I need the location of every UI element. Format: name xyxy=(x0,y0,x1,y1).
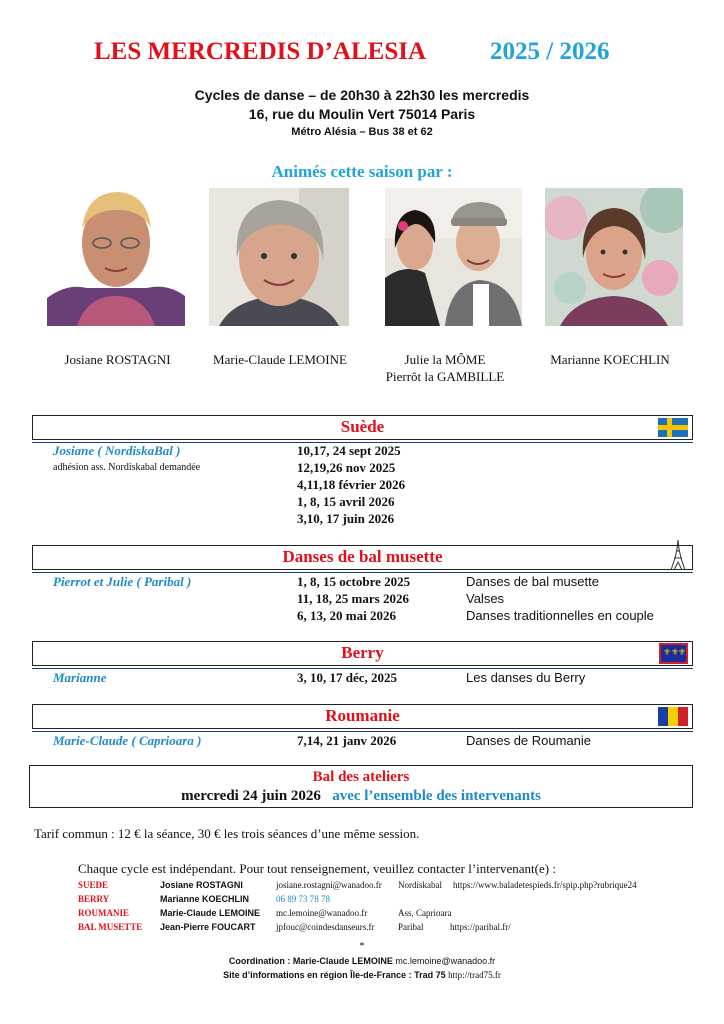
section-title: Roumanie xyxy=(325,706,400,725)
section-organizer: Pierrot et Julie ( Paribal ) xyxy=(53,574,192,589)
final-ball-date: mercredi 24 juin 2026 xyxy=(181,788,321,804)
contact-org: Ass, Caprioara xyxy=(398,908,452,918)
final-ball-box xyxy=(29,765,693,808)
contact-email[interactable]: jpfouc@coindesdanseurs.fr xyxy=(276,922,375,932)
final-ball-title: Bal des ateliers xyxy=(312,769,410,785)
coordination-label: Coordination : xyxy=(228,956,291,966)
site-url[interactable]: http://trad75.fr xyxy=(448,970,501,980)
season-year: 2025 / 2026 xyxy=(490,38,610,65)
session-dates: 10,17, 24 sept 2025 xyxy=(297,443,401,458)
contact-url[interactable]: https://paribal.fr/ xyxy=(450,922,511,932)
berry-flag-icon: ⚜ ⚜ ⚜ xyxy=(659,643,688,664)
section-divider xyxy=(32,731,693,732)
eiffel-tower-icon xyxy=(670,540,686,570)
section-title: Berry xyxy=(341,643,384,662)
photo-julie-pierrot xyxy=(385,188,522,326)
membership-note: adhésion ass. Nordiskabal demandée xyxy=(53,462,201,473)
section-organizer: Marianne xyxy=(53,670,107,685)
sweden-flag-icon xyxy=(658,418,688,437)
session-description: Les danses du Berry xyxy=(466,670,586,685)
contact-category: BAL MUSETTE xyxy=(78,922,143,932)
romania-flag-icon xyxy=(658,707,688,726)
session-description: Danses de Roumanie xyxy=(466,733,592,748)
section-divider xyxy=(32,572,693,573)
contact-url[interactable]: https://www.baladetespieds.fr/spip.php?rubrique24 xyxy=(453,880,637,890)
photo-marianne xyxy=(545,188,683,326)
final-ball-participants: avec l’ensemble des intervenants xyxy=(332,788,541,804)
animator-name: Pierrôt la GAMBILLE xyxy=(385,369,505,384)
session-dates: 1, 8, 15 avril 2026 xyxy=(297,494,395,509)
contact-email[interactable]: josiane.rostagni@wanadoo.fr xyxy=(276,880,382,890)
section-header-suede xyxy=(32,415,693,440)
session-dates: 4,11,18 février 2026 xyxy=(297,477,406,492)
contact-category: ROUMANIE xyxy=(78,908,129,918)
site-name: Trad 75 xyxy=(414,970,446,980)
contact-category: BERRY xyxy=(78,894,110,904)
coordination-line xyxy=(0,956,724,966)
session-description: Danses traditionnelles en couple xyxy=(466,608,654,623)
session-dates: 11, 18, 25 mars 2026 xyxy=(297,591,409,606)
final-ball-line xyxy=(30,788,692,805)
section-organizer: Josiane ( NordiskaBal ) xyxy=(53,443,181,458)
section-header-bal-musette xyxy=(32,545,693,570)
section-title: Danses de bal musette xyxy=(282,547,443,566)
separator-star: * xyxy=(359,941,365,952)
season-heading: Animés cette saison par : xyxy=(271,162,453,181)
animator-name: Julie la MÔME xyxy=(404,352,486,367)
contact-intro: Chaque cycle est indépendant. Pour tout renseignement, veuillez contacter l’intervenant(e) : xyxy=(78,861,556,876)
session-description: Valses xyxy=(466,591,505,606)
contact-person: Marie-Claude LEMOINE xyxy=(160,908,261,918)
address-line: 16, rue du Moulin Vert 75014 Paris xyxy=(248,106,476,122)
photo-marie-claude xyxy=(209,188,349,326)
animator-name: Marie-Claude LEMOINE xyxy=(213,352,347,367)
pricing-text: Tarif commun : 12 € la séance, 30 € les trois séances d’une même session. xyxy=(34,826,420,841)
contact-email[interactable]: mc.lemoine@wanadoo.fr xyxy=(276,908,368,918)
animator-name: Marianne KOECHLIN xyxy=(550,352,670,367)
schedule-line: Cycles de danse – de 20h30 à 22h30 les mercredis xyxy=(194,87,530,103)
section-header-berry xyxy=(32,641,693,666)
contact-person: Josiane ROSTAGNI xyxy=(160,880,243,890)
contact-org: Paribal xyxy=(398,922,424,932)
page-title: LES MERCREDIS D’ALESIA xyxy=(94,38,427,65)
session-dates: 7,14, 21 janv 2026 xyxy=(297,733,397,748)
animator-name-pair xyxy=(365,351,525,385)
section-divider xyxy=(32,668,693,669)
coordination-person: Marie-Claude LEMOINE xyxy=(292,956,393,966)
section-organizer: Marie-Claude ( Caprioara ) xyxy=(53,733,202,748)
photo-josiane xyxy=(47,188,185,326)
session-dates: 3,10, 17 juin 2026 xyxy=(297,511,395,526)
contact-phone[interactable]: 06 89 73 78 78 xyxy=(276,894,330,904)
session-dates: 12,19,26 nov 2025 xyxy=(297,460,396,475)
contact-category: SUEDE xyxy=(78,880,109,890)
info-site-line xyxy=(0,970,724,980)
contact-person: Marianne KOECHLIN xyxy=(160,894,250,904)
section-title: Suède xyxy=(340,417,385,436)
transport-line: Métro Alésia – Bus 38 et 62 xyxy=(291,126,433,138)
session-dates: 6, 13, 20 mai 2026 xyxy=(297,608,396,623)
coordination-email[interactable]: mc.lemoine@wanadoo.fr xyxy=(395,956,496,966)
session-dates: 3, 10, 17 déc, 2025 xyxy=(297,670,398,685)
section-header-roumanie xyxy=(32,704,693,729)
session-dates: 1, 8, 15 octobre 2025 xyxy=(297,574,411,589)
session-description: Danses de bal musette xyxy=(466,574,599,589)
contact-org: Nordiskabal xyxy=(398,880,442,890)
animator-name: Josiane ROSTAGNI xyxy=(64,352,171,367)
contact-person: Jean-Pierre FOUCART xyxy=(160,922,256,932)
site-label: Site d’informations en région Île-de-France : xyxy=(223,970,412,980)
